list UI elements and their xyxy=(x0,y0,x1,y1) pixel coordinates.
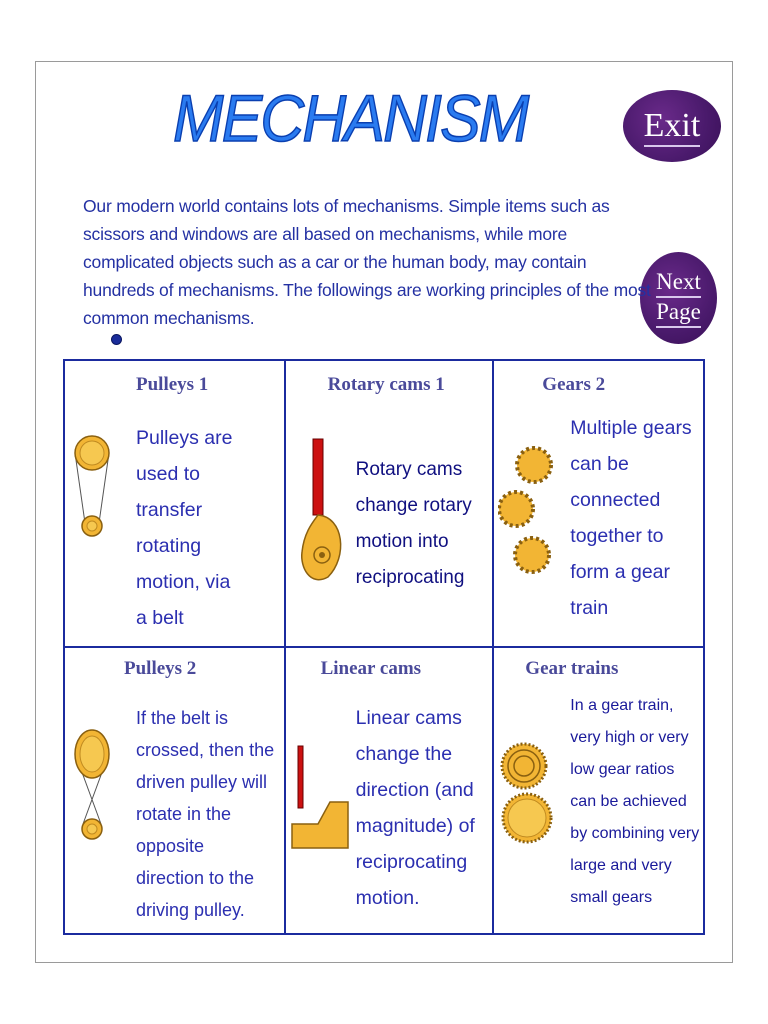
cell-text: If the belt is crossed, then the driven pulley will rotate in the opposite direction to the driving pulley. xyxy=(136,708,275,920)
cell-text: In a gear train, very high or very low gear ratios can be achieved by combining very large and very small gears xyxy=(570,697,700,906)
gears-icon xyxy=(498,443,554,589)
next-button-label-line1: Next xyxy=(656,268,701,298)
bullet-icon xyxy=(111,334,122,345)
cell-text: Multiple gears can be connected together to form a gear train xyxy=(570,417,692,619)
cell-gears-2 xyxy=(493,360,704,647)
cell-text: Rotary cams change rotary motion into reciprocating xyxy=(355,459,472,588)
rotary-cam-icon xyxy=(298,437,350,587)
cell-gear-trains xyxy=(493,647,704,934)
intro-paragraph: Our modern world contains lots of mechanisms. Simple items such as scissors and windows are all based on mechanisms, while more complicated objects such as a car or the human body, may contain hundreds of mechanisms. The followings are working principles of the most common mechanisms. xyxy=(83,196,651,328)
cell-title: Gears 2 xyxy=(542,374,606,395)
cell-pulleys-1 xyxy=(64,360,285,647)
exit-button[interactable] xyxy=(623,90,721,162)
cell-linear-cams xyxy=(285,647,494,934)
linear-cam-icon xyxy=(290,744,350,856)
cell-pulleys-2 xyxy=(64,647,285,934)
exit-button-label: Exit xyxy=(644,107,701,147)
cell-text: Linear cams change the direction (and magnitude) of reciprocating motion. xyxy=(355,707,475,909)
cell-title: Rotary cams 1 xyxy=(327,374,445,395)
page-title: MECHANISM xyxy=(173,81,528,155)
crossed-pulley-icon xyxy=(71,726,113,854)
cell-title: Linear cams xyxy=(320,658,422,679)
pulley-belt-icon xyxy=(71,431,113,551)
next-button-label-line2: Page xyxy=(656,298,701,328)
mechanism-grid xyxy=(63,359,705,935)
cell-title: Gear trains xyxy=(525,658,619,679)
cell-rotary-cams-1 xyxy=(285,360,494,647)
cell-title: Pulleys 1 xyxy=(136,374,209,395)
cell-title: Pulleys 2 xyxy=(124,658,197,679)
cell-text: Pulleys are used to transfer rotating motion, via a belt xyxy=(136,427,233,629)
gear-train-icon xyxy=(500,734,554,856)
